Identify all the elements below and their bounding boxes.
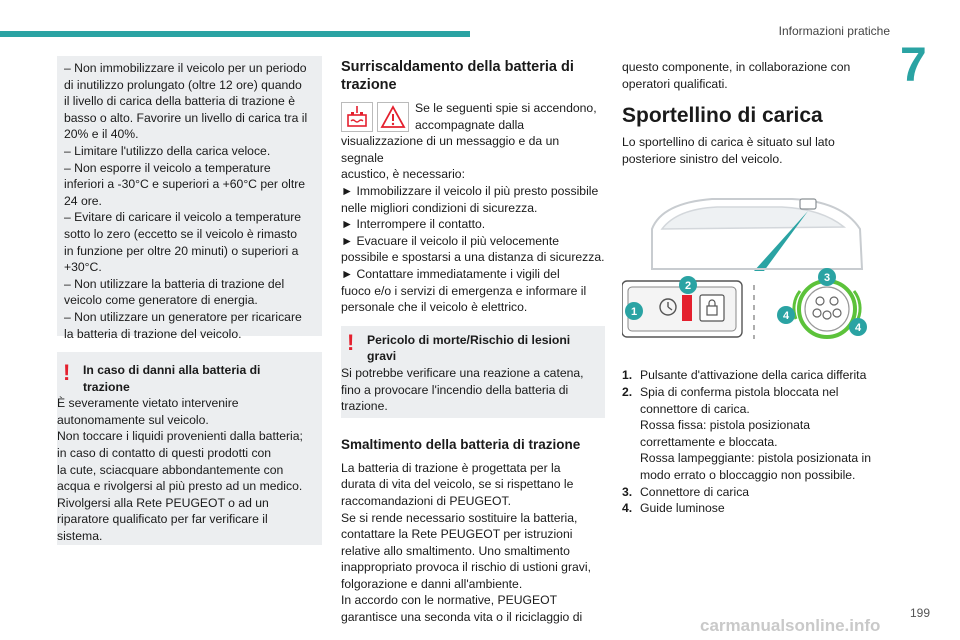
body-line: posteriore sinistro del veicolo. xyxy=(622,151,783,166)
body-line: ► Evacuare il veicolo il più velocemente xyxy=(341,233,560,248)
charging-flap-heading: Sportellino di carica xyxy=(622,104,823,128)
list-item xyxy=(622,384,882,484)
warning-exclamation-icon: ! xyxy=(63,360,71,385)
precaution-line: il livello di carica della batteria di trazione è xyxy=(64,94,296,109)
precaution-line: – Non immobilizzare il veicolo per un periodo xyxy=(64,61,307,75)
warning-line: Non toccare i liquidi provenienti dalla batteria; xyxy=(57,429,303,444)
danger-warning-box xyxy=(341,326,605,418)
warning-line: autonomamente sul veicolo. xyxy=(57,412,209,427)
precaution-line: 24 ore. xyxy=(64,193,102,208)
precaution-line: – Limitare l'utilizzo della carica veloce. xyxy=(64,143,271,158)
callout-3: 3 xyxy=(823,272,831,285)
battery-damage-warning xyxy=(57,352,322,545)
column-left xyxy=(57,56,322,545)
callout-2: 2 xyxy=(684,280,692,293)
disposal-body xyxy=(341,460,605,626)
heading-line: Surriscaldamento della batteria di xyxy=(341,59,574,75)
warning-line: la cute, sciacquare abbondantemente con xyxy=(57,462,284,477)
body-line: possibile e spostarsi a una distanza di sicurezza. xyxy=(341,250,605,265)
item-number: 3. xyxy=(622,484,633,499)
item-text: Spia di conferma pistola bloccata nel xyxy=(640,384,839,399)
warning-line: in caso di contatto di questi prodotti con xyxy=(57,445,272,460)
precaution-line: inferiori a -30°C e superiori a +60°C per oltre xyxy=(64,177,306,192)
warning-line: trazione. xyxy=(341,399,388,414)
disposal-heading: Smaltimento della batteria di trazione xyxy=(341,436,581,452)
precaution-line: sotto lo zero (eccetto se il veicolo è rimasto xyxy=(64,226,298,241)
precaution-line: +30°C. xyxy=(64,260,102,275)
item-text: Pulsante d'attivazione della carica differita xyxy=(640,368,867,383)
item-number: 4. xyxy=(622,501,633,516)
warning-exclamation-icon: ! xyxy=(347,329,355,355)
charging-flap-intro xyxy=(622,134,882,167)
body-line: ► Immobilizzare il veicolo il più presto possibile xyxy=(341,183,599,198)
list-item xyxy=(622,500,882,517)
precaution-line: veicolo come generatore di energia. xyxy=(64,293,258,308)
item-text: Connettore di carica xyxy=(640,484,750,499)
item-number: 1. xyxy=(622,368,633,383)
item-number: 2. xyxy=(622,384,633,399)
watermark: carmanualsonline.info xyxy=(700,616,881,635)
battery-temperature-icon xyxy=(341,102,373,132)
item-text: modo errato o bloccaggio non possibile. xyxy=(640,467,856,482)
item-text: correttamente e bloccata. xyxy=(640,434,778,449)
chapter-number: 7 xyxy=(900,39,927,92)
body-line: Lo sportellino di carica è situato sul lato xyxy=(622,135,835,150)
column-middle xyxy=(341,56,605,626)
body-line: La batteria di trazione è progettata per la xyxy=(341,460,561,475)
body-line: raccomandazioni di PEUGEOT. xyxy=(341,493,512,508)
warning-line: fino a provocare l'incendio della batteria di xyxy=(341,382,569,397)
body-line: nelle migliori condizioni di sicurezza. xyxy=(341,200,538,215)
legend-list xyxy=(622,367,882,516)
body-line: ► Contattare immediatamente i vigili del xyxy=(341,266,560,281)
callout-4-right: 4 xyxy=(854,322,862,335)
battery-precautions-box xyxy=(57,56,322,341)
body-line: visualizzazione di un messaggio e da un segnale xyxy=(341,134,560,165)
body-line: personale che il veicolo è elettrico. xyxy=(341,300,528,315)
body-line: ► Interrompere il contatto. xyxy=(341,217,486,232)
body-line: inappropriato provoca il rischio di ustioni gravi, xyxy=(341,560,591,575)
list-item xyxy=(622,484,882,501)
body-line: accompagnate dalla xyxy=(415,117,525,132)
body-line: relative allo smaltimento. Uno smaltimento xyxy=(341,543,570,558)
item-text: Rossa fissa: pistola posizionata xyxy=(640,418,811,433)
callout-4-left: 4 xyxy=(782,310,790,323)
body-line: contattare la Rete PEUGEOT per istruzioni xyxy=(341,527,573,542)
item-text: Rossa lampeggiante: pistola posizionata in xyxy=(640,451,872,466)
warning-line: Si potrebbe verificare una reazione a catena, xyxy=(341,365,584,380)
page-number: 199 xyxy=(909,606,930,620)
callout-1: 1 xyxy=(630,306,638,319)
warning-title: Pericolo di morte/Rischio di lesioni xyxy=(367,332,571,347)
body-line: Se le seguenti spie si accendono, xyxy=(415,101,597,115)
precaution-line: – Non utilizzare un generatore per ricaricare xyxy=(64,309,302,324)
precaution-line: di inutilizzo prolungato (oltre 12 ore) quando xyxy=(64,77,302,92)
warning-line: acqua e rivolgersi al più presto ad un medico. xyxy=(57,479,303,494)
precaution-line: – Non utilizzare la batteria di trazione del xyxy=(64,276,285,291)
body-line: durata di vita del veicolo, se si rispettano le xyxy=(341,477,574,492)
body-line: Se si rende necessario sostituire la batteria, xyxy=(341,510,578,525)
charging-flap-diagram xyxy=(622,189,882,353)
list-item xyxy=(622,367,882,384)
precaution-line: – Non esporre il veicolo a temperature xyxy=(64,160,271,175)
body-line: fuoco e/o i servizi di emergenza e informare il xyxy=(341,283,587,298)
section-title: Informazioni pratiche xyxy=(778,24,890,38)
body-line: folgorazione e danni all'ambiente. xyxy=(341,576,523,591)
warning-title: In caso di danni alla batteria di xyxy=(83,363,261,377)
precaution-line: in funzione per oltre 20 minuti) o superiori a xyxy=(64,243,299,258)
precaution-line: – Evitare di caricare il veicolo a temperature xyxy=(64,210,302,225)
overheating-body xyxy=(341,100,605,316)
body-line: In accordo con le normative, PEUGEOT xyxy=(341,593,558,608)
precaution-line: 20% e il 40%. xyxy=(64,127,139,142)
column-right xyxy=(622,56,882,517)
precaution-line: la batteria di trazione del veicolo. xyxy=(64,326,242,341)
precaution-line: basso o alto. Favorire un livello di carica tra il xyxy=(64,110,308,125)
warning-line: È severamente vietato intervenire xyxy=(57,396,239,411)
warning-title: gravi xyxy=(367,349,397,364)
body-line: garantisce una seconda vita o il riciclaggio di xyxy=(341,610,583,625)
warning-line: riparatore qualificato per far verificare il xyxy=(57,512,268,527)
item-text: Guide luminose xyxy=(640,501,725,516)
charging-flap-illustration xyxy=(622,189,882,353)
warning-line: sistema. xyxy=(57,528,103,543)
warning-title: trazione xyxy=(83,379,130,394)
heading-line: trazione xyxy=(341,77,397,93)
body-line: acustico, è necessario: xyxy=(341,167,465,182)
overheating-heading xyxy=(341,58,605,94)
item-text: connettore di carica. xyxy=(640,401,750,416)
warning-lamps xyxy=(341,102,409,132)
header-accent-bar xyxy=(0,31,470,37)
warning-line: Rivolgersi alla Rete PEUGEOT o ad un xyxy=(57,495,269,510)
warning-triangle-icon xyxy=(377,102,409,132)
body-line: operatori qualificati. xyxy=(622,76,728,91)
body-line: questo componente, in collaborazione con xyxy=(622,60,851,74)
